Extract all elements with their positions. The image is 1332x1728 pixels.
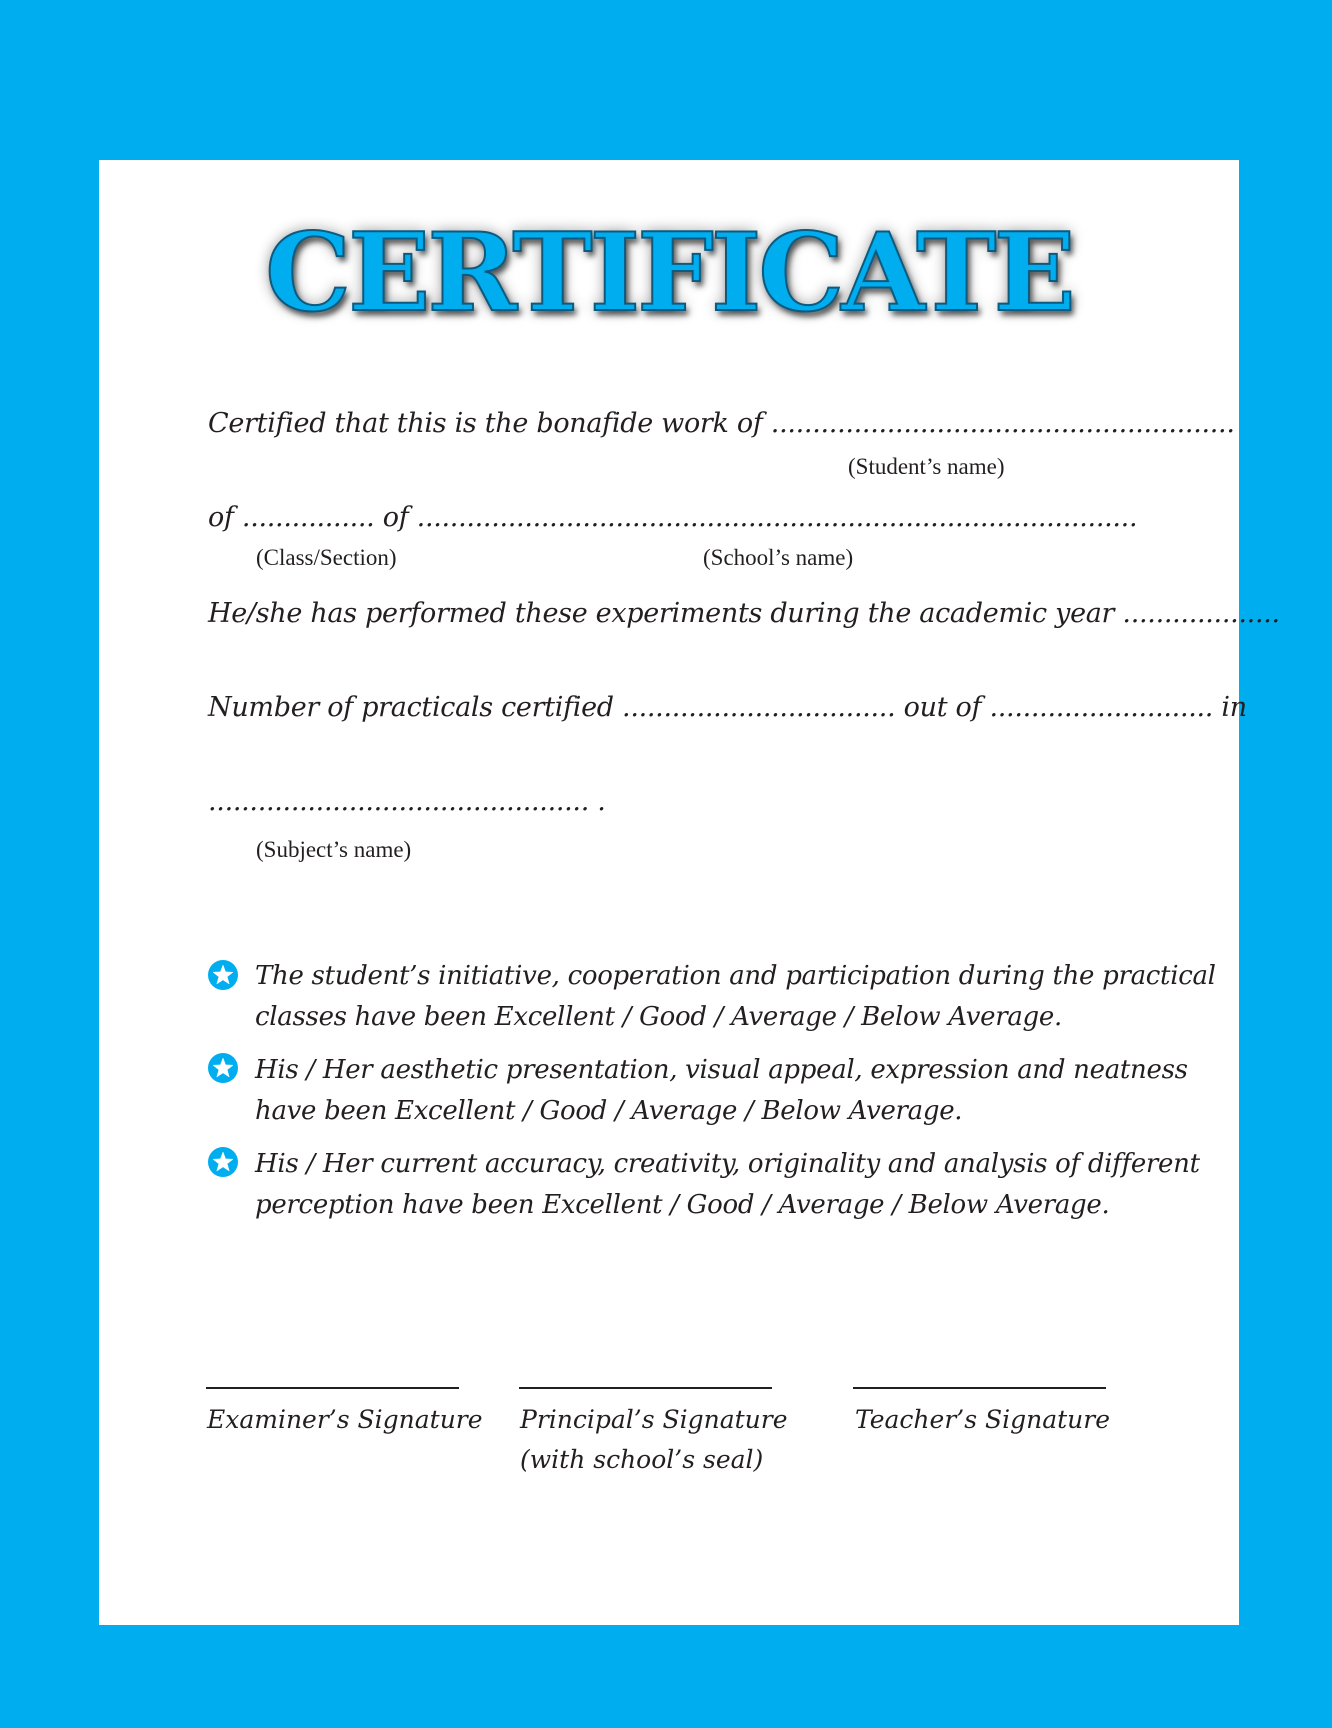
criteria-item	[255, 1050, 1188, 1132]
star-bullet-icon	[208, 1147, 238, 1177]
examiner-signature-text: Examiner’s Signature	[207, 1405, 483, 1434]
class-section-label: (Class/Section)	[256, 545, 397, 570]
school-name-label: (School’s name)	[703, 545, 854, 570]
teacher-signature-label	[855, 1400, 1110, 1440]
subject-name-label: (Subject’s name)	[256, 837, 412, 862]
teacher-signature-text: Teacher’s Signature	[855, 1405, 1111, 1434]
criteria-item	[255, 956, 1216, 1038]
teacher-signature-line	[853, 1387, 1106, 1389]
principal-signature-line	[519, 1387, 772, 1389]
certificate-title: CERTIFICATE	[265, 210, 1073, 336]
criteria-line: have been Excellent / Good / Average / Below Average.	[255, 1096, 963, 1126]
practicals-count-line: Number of practicals certified ................................. out of ........................... in	[208, 692, 1247, 723]
academic-year-line: He/she has performed these experiments during the academic year ...................	[208, 598, 1280, 629]
criteria-line: His / Her current accuracy, creativity, originality and analysis of different	[255, 1149, 1200, 1179]
school-seal-note: (with school’s seal)	[520, 1445, 764, 1474]
criteria-line: classes have been Excellent / Good / Average / Below Average.	[255, 1002, 1062, 1032]
criteria-item	[255, 1144, 1200, 1226]
criteria-line: The student’s initiative, cooperation and participation during the practical	[255, 961, 1216, 991]
criteria-line: His / Her aesthetic presentation, visual appeal, expression and neatness	[255, 1055, 1188, 1085]
principal-signature-label	[520, 1400, 788, 1480]
certificate-page	[99, 160, 1280, 1625]
examiner-signature-label	[207, 1400, 483, 1440]
subject-line: .............................................. .	[208, 786, 606, 817]
star-bullet-icon	[208, 960, 238, 990]
principal-signature-text: Principal’s Signature	[520, 1405, 788, 1434]
class-school-line: of ................ of .......................................................................................	[208, 502, 1138, 533]
criteria-line: perception have been Excellent / Good / Average / Below Average.	[255, 1190, 1110, 1220]
student-name-label: (Student’s name)	[848, 454, 1005, 479]
star-bullet-icon	[208, 1053, 238, 1083]
bonafide-work-line: Certified that this is the bonafide work of ........................................................	[208, 408, 1235, 439]
examiner-signature-line	[206, 1387, 459, 1389]
